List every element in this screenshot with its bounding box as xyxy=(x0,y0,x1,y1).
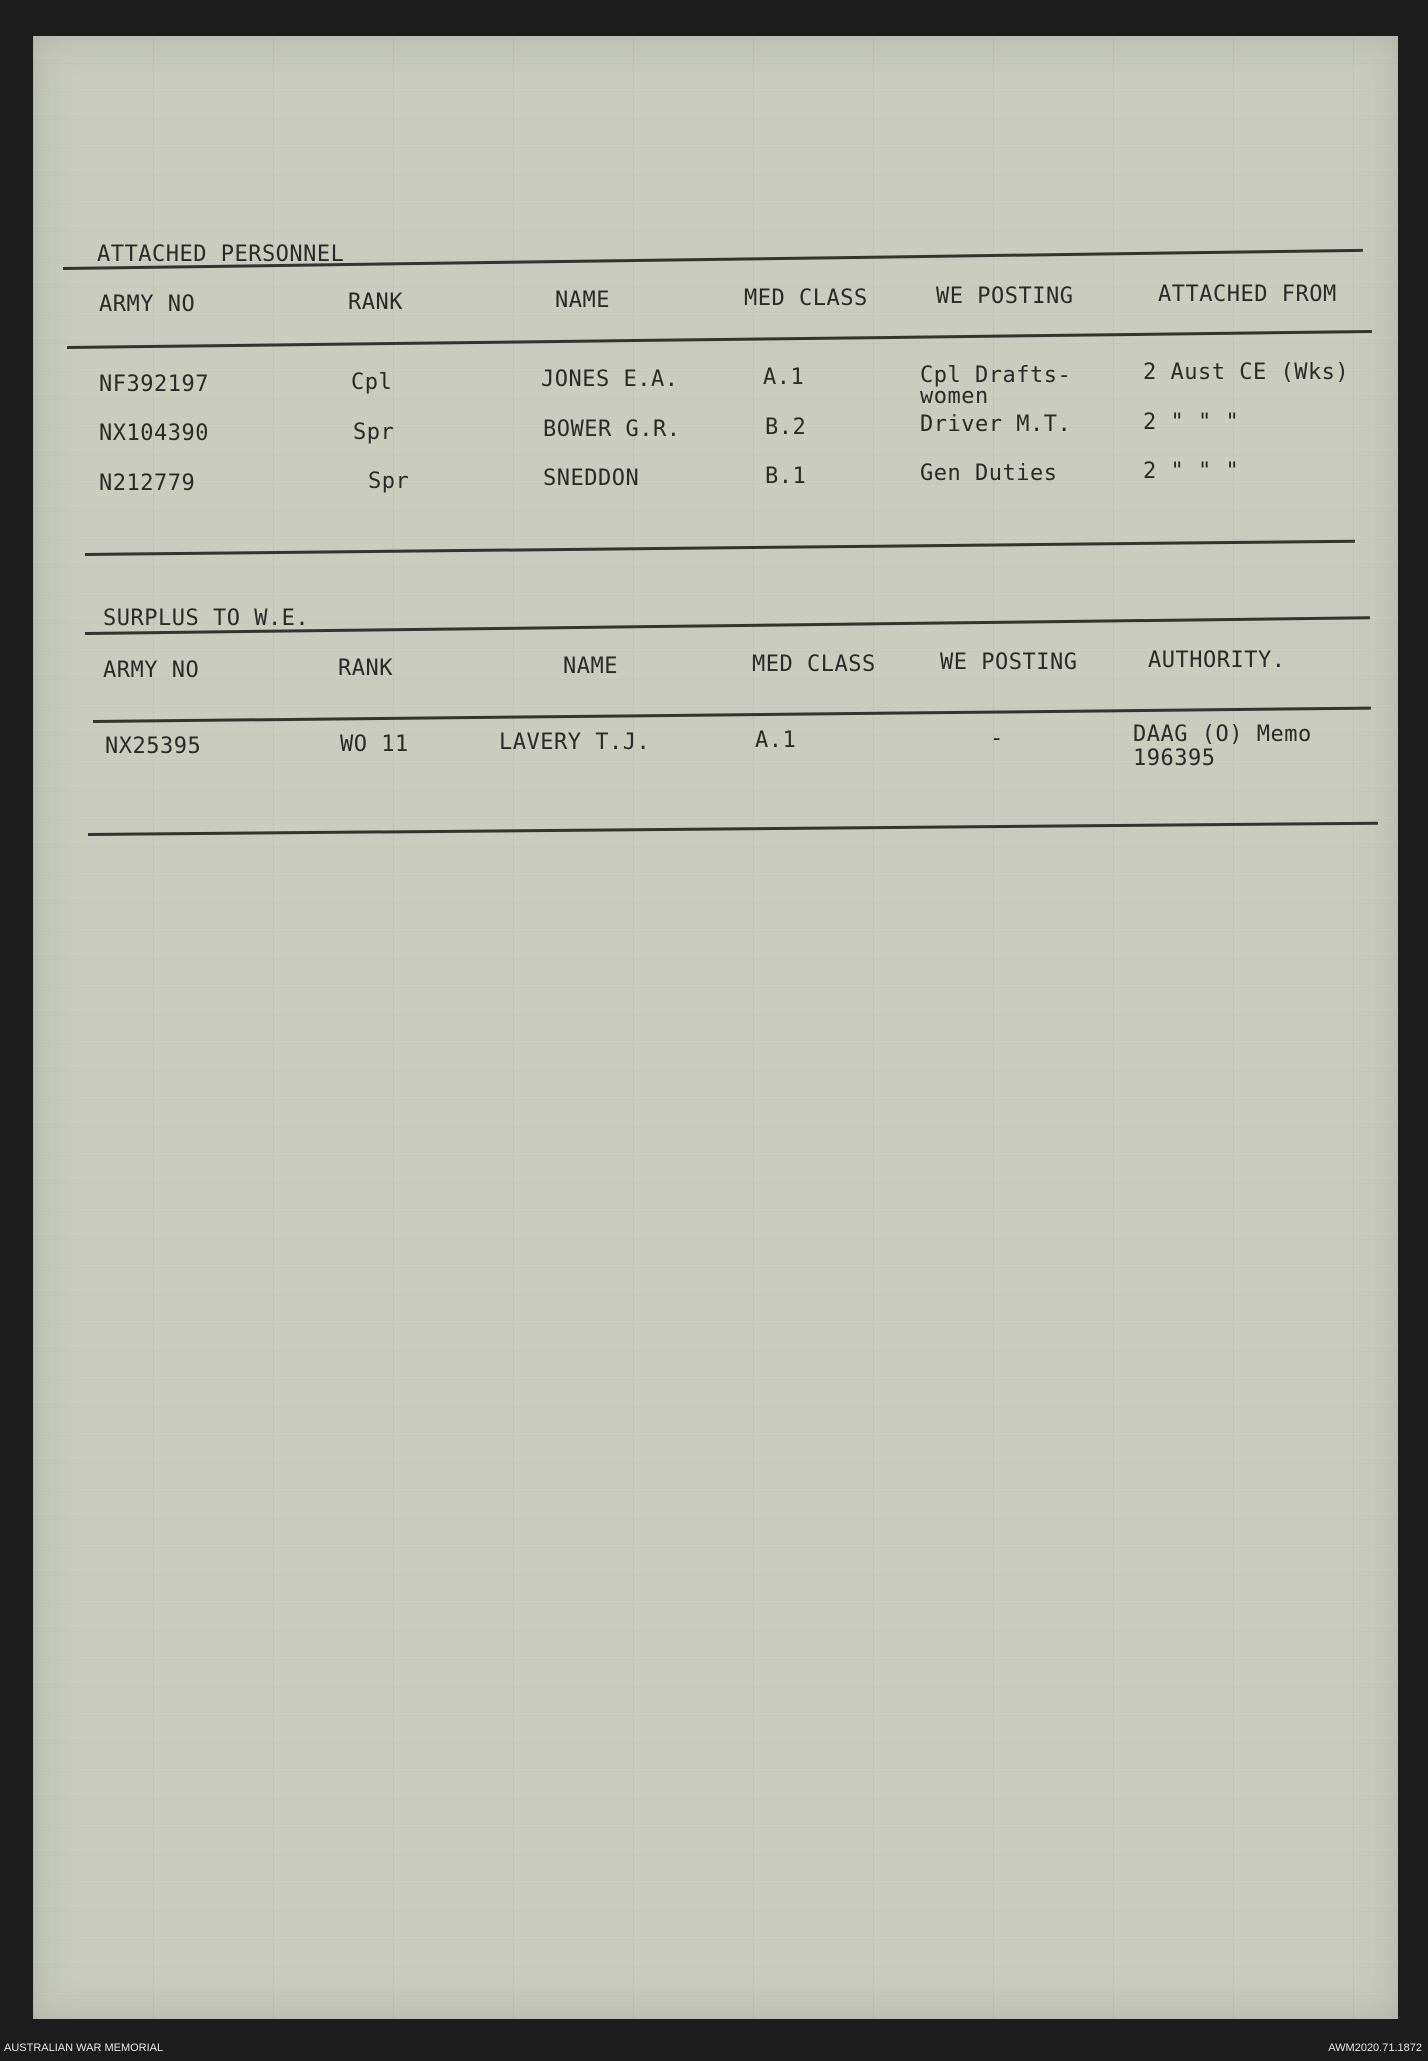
cell-rank: WO 11 xyxy=(340,732,409,757)
cell-med-class: B.2 xyxy=(765,415,807,440)
surplus-section-title: SURPLUS TO W.E. xyxy=(103,606,310,631)
cell-med-class: A.1 xyxy=(755,728,797,753)
cell-name: SNEDDON xyxy=(543,466,640,491)
cell-we-posting-cont: women xyxy=(920,384,989,409)
attached-section-title: ATTACHED PERSONNEL xyxy=(97,242,345,267)
col-header-army-no: ARMY NO xyxy=(103,658,200,683)
cell-authority: DAAG (O) Memo xyxy=(1133,722,1312,747)
col-header-med-class: MED CLASS xyxy=(752,652,876,677)
cell-attached-from: 2 " " " xyxy=(1143,410,1240,435)
cell-name: JONES E.A. xyxy=(541,367,679,392)
col-header-attached-from: ATTACHED FROM xyxy=(1158,282,1337,307)
cell-med-class: A.1 xyxy=(763,365,805,390)
cell-name: LAVERY T.J. xyxy=(499,730,651,755)
attached-bottom-rule xyxy=(85,540,1355,556)
footer-right-label: AWM2020.71.1872 xyxy=(1328,2042,1422,2054)
col-header-we-posting: WE POSTING xyxy=(936,284,1074,309)
cell-authority-cont: 196395 xyxy=(1133,746,1216,771)
cell-rank: Spr xyxy=(368,469,410,494)
attached-header-rule xyxy=(67,330,1372,349)
cell-army-no: NX104390 xyxy=(99,421,209,446)
surplus-bottom-rule xyxy=(88,822,1378,836)
col-header-authority: AUTHORITY. xyxy=(1148,648,1286,673)
col-header-we-posting: WE POSTING xyxy=(940,650,1078,675)
archive-footer xyxy=(0,2037,1428,2061)
col-header-army-no: ARMY NO xyxy=(99,292,196,317)
cell-we-posting: Cpl Drafts- xyxy=(920,363,1072,388)
cell-army-no: NX25395 xyxy=(105,734,202,759)
cell-attached-from: 2 Aust CE (Wks) xyxy=(1143,360,1350,385)
cell-army-no: NF392197 xyxy=(99,372,209,397)
cell-attached-from: 2 " " " xyxy=(1143,459,1240,484)
document-sheet xyxy=(33,36,1398,2019)
col-header-name: NAME xyxy=(555,288,610,313)
cell-we-posting: - xyxy=(990,726,1004,751)
cell-army-no: N212779 xyxy=(99,471,196,496)
footer-left-label: AUSTRALIAN WAR MEMORIAL xyxy=(4,2042,164,2054)
cell-we-posting: Gen Duties xyxy=(920,461,1058,486)
col-header-name: NAME xyxy=(563,654,618,679)
cell-med-class: B.1 xyxy=(765,464,807,489)
cell-name: BOWER G.R. xyxy=(543,417,681,442)
cell-rank: Cpl xyxy=(351,370,393,395)
col-header-med-class: MED CLASS xyxy=(744,286,868,311)
col-header-rank: RANK xyxy=(338,656,393,681)
cell-we-posting: Driver M.T. xyxy=(920,412,1072,437)
cell-rank: Spr xyxy=(353,420,395,445)
col-header-rank: RANK xyxy=(348,290,403,315)
surplus-header-rule xyxy=(93,707,1371,723)
